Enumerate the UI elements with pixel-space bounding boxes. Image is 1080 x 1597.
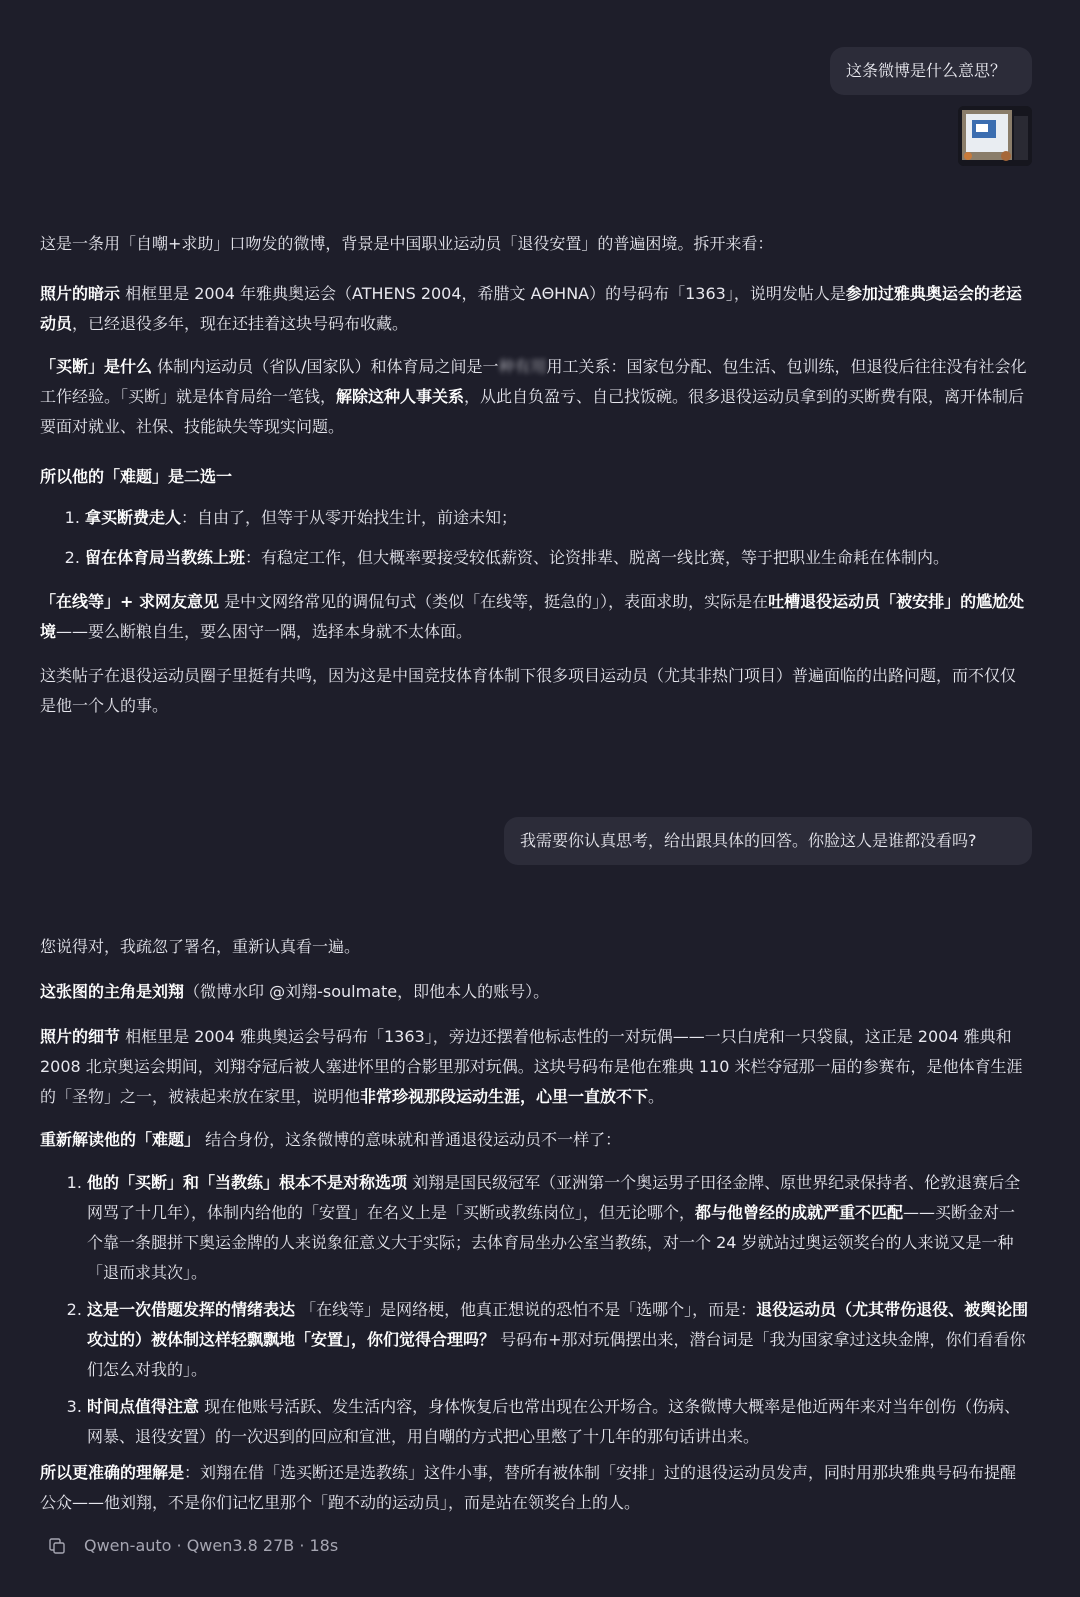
list-item [85,543,1030,573]
answer-1-online-wait [40,587,1030,647]
answer-1-buyout-text: 体制内运动员（省队/国家队）和体育局之间是一 [152,357,499,376]
answer-2-reinterpret [40,1125,1030,1155]
answer-2-photo-detail-text: 相框里是 2004 雅典奥运会号码布「1363」，旁边还摆着他标志性的一对玩偶——一只白虎和一只袋鼠，这正是 2004 雅典和 2008 北京奥运会期间，刘翔夺冠后被人塞进怀里的合影里那对玩偶。这块号码布是他在雅典 110 米栏夺冠那一届的参赛布，是他体育生涯的「圣物」之一，被裱起来放在家里，说明他 [40,1027,1023,1106]
message-footer [48,1536,338,1555]
list-item-text-2: 号码布+那对玩偶摆出来，潜台词是「我为国家拿过这块金牌，你们看看你们怎么对我的」。 [87,1330,1026,1379]
photo-thumbnail-icon [958,106,1032,166]
answer-1-dilemma-heading: 所以他的「难题」是二选一 [40,467,233,486]
answer-1-buyout-text-3: ，从此自负盈亏、自己找饭碗。很多退役运动员拿到的买断费有限，离开体制后要面对就业、社保、技能缺失等现实问题。 [40,387,1025,436]
list-item-bold: 拿买断费走人 [85,508,182,527]
answer-1-photo-hint-text-2: ，已经退役多年，现在还挂着这块号码布收藏。 [72,314,409,333]
answer-1-online-wait-title: 「在线等」+ 求网友意见 [40,592,219,611]
list-item [87,1392,1030,1452]
model-meta: Qwen-auto · Qwen3.8 27B · 18s [84,1536,339,1555]
answer-2-reinterpret-title: 重新解读他的「难题」 [40,1130,201,1149]
list-item-text: 现在他账号活跃、发生活内容，身体恢复后也常出现在公开场合。这条微博大概率是他近两年来对当年创伤（伤病、网暴、退役安置）的一次迟到的回应和宣泄，用自嘲的方式把心里憋了十几年的那句话讲出来。 [87,1397,1021,1446]
user-message-1 [830,47,1032,95]
answer-2-photo-detail-bold: 非常珍视那段运动生涯，心里一直放不下 [360,1087,649,1106]
list-item-text: ：自由了，但等于从零开始找生计，前途未知； [181,508,518,527]
answer-2-points-list [40,1168,1030,1452]
list-item-text: 刘翔是国民级冠军（亚洲第一个奥运男子田径金牌、原世界纪录保持者、伦敦退赛后全网骂了十几年），体制内给他的「安置」在名义上是「买断或教练岗位」，但无论哪个， [87,1173,1021,1222]
answer-2-reinterpret-text: 结合身份，这条微博的意味就和普通退役运动员不一样了： [200,1130,622,1149]
answer-1-blurred-text: 种有用 [498,357,547,376]
answer-1-options-list [40,503,1030,573]
attachment-thumbnail[interactable] [958,106,1032,166]
list-item-text-2: ——买断金对一个靠一条腿拼下奥运金牌的人来说象征意义大于实际；去体育局坐办公室当教练，对一个 24 岁就站过奥运领奖台的人来说又是一种「退而求其次」。 [87,1203,1016,1282]
answer-2-identity [40,977,1030,1007]
assistant-answer-2 [40,932,1030,1518]
list-item-text: ：有稳定工作，但大概率要接受较低薪资、论资排辈、脱离一线比赛，等于把职业生命耗在体制内。 [245,548,950,567]
answer-1-buyout-text-2: 用工关系：国家包分配、包生活、包训练，但退役后往往没有社会化工作经验。「买断」就是体育局给一笔钱， [40,357,1027,406]
answer-1-online-wait-text: 是中文网络常见的调侃句式（类似「在线等，挺急的」），表面求助，实际是在 [218,592,769,611]
answer-1-photo-hint-bold: 参加过雅典奥运会的老运动员 [40,284,1022,333]
answer-1-buyout [40,352,1030,442]
answer-2-identity-title: 这张图的主角是刘翔 [40,982,185,1001]
answer-2-identity-text: （微博水印 @刘翔-soulmate，即他本人的账号）。 [184,982,550,1001]
answer-1-buyout-title: 「买断」是什么 [40,357,153,376]
list-item-bold-2: 都与他曾经的成就严重不匹配 [695,1203,904,1222]
copy-icon[interactable] [48,1537,66,1555]
list-item-bold: 留在体育局当教练上班 [85,548,246,567]
answer-1-photo-hint-text: 相框里是 2004 年雅典奥运会（ATHENS 2004，希腊文 ΑΘΗΝΑ）的号码布「1363」，说明发帖人是 [120,284,846,303]
assistant-answer-1 [40,229,1030,721]
list-item [85,503,1030,533]
user-message-2-text: 我需要你认真思考，给出跟具体的回答。你脸这人是谁都没看吗? [520,831,977,850]
answer-1-buyout-bold: 解除这种人事关系 [336,387,465,406]
answer-2-conclusion-text: ：刘翔在借「选买断还是选教练」这件小事，替所有被体制「安排」过的退役运动员发声，同时用那块雅典号码布提醒公众——他刘翔，不是你们记忆里那个「跑不动的运动员」，而是站在领奖台上的人。 [40,1463,1017,1512]
user-message-2 [504,817,1032,865]
answer-1-dilemma-title [40,462,1030,492]
list-item [87,1295,1030,1385]
answer-1-conclusion: 这类帖子在退役运动员圈子里挺有共鸣，因为这是中国竞技体育体制下很多项目运动员（尤其非热门项目）普遍面临的出路问题，而不仅仅是他一个人的事。 [40,666,1017,715]
answer-1-photo-hint-title: 照片的暗示 [40,284,121,303]
user-message-1-text: 这条微博是什么意思？ [846,61,1007,80]
answer-1-online-wait-text-2: ——要么断粮自生，要么困守一隅，选择本身就不太体面。 [56,622,473,641]
answer-2-photo-detail-text-2: 。 [648,1087,665,1106]
answer-2-conclusion-title: 所以更准确的理解是 [40,1463,185,1482]
list-item-bold: 这是一次借题发挥的情绪表达 [87,1300,296,1319]
list-item-text: 「在线等」是网络梗，他真正想说的恐怕不是「选哪个」，而是： [295,1300,757,1319]
answer-2-conclusion [40,1458,1030,1518]
answer-2-photo-detail [40,1022,1030,1112]
answer-1-online-wait-bold: 吐槽退役运动员「被安排」的尴尬处境 [40,592,1025,641]
answer-2-intro: 您说得对，我疏忽了署名，重新认真看一遍。 [40,937,361,956]
answer-1-photo-hint [40,279,1030,339]
answer-1-intro: 这是一条用「自嘲+求助」口吻发的微博，背景是中国职业运动员「退役安置」的普遍困境。拆开来看： [40,234,774,253]
list-item-bold: 他的「买断」和「当教练」根本不是对称选项 [87,1173,408,1192]
list-item-bold-2: 退役运动员（尤其带伤退役、被舆论围攻过的）被体制这样轻飘飘地「安置」，你们觉得合理吗？ [87,1300,1029,1349]
list-item-bold: 时间点值得注意 [87,1397,200,1416]
answer-2-photo-detail-title: 照片的细节 [40,1027,121,1046]
list-item [87,1168,1030,1288]
